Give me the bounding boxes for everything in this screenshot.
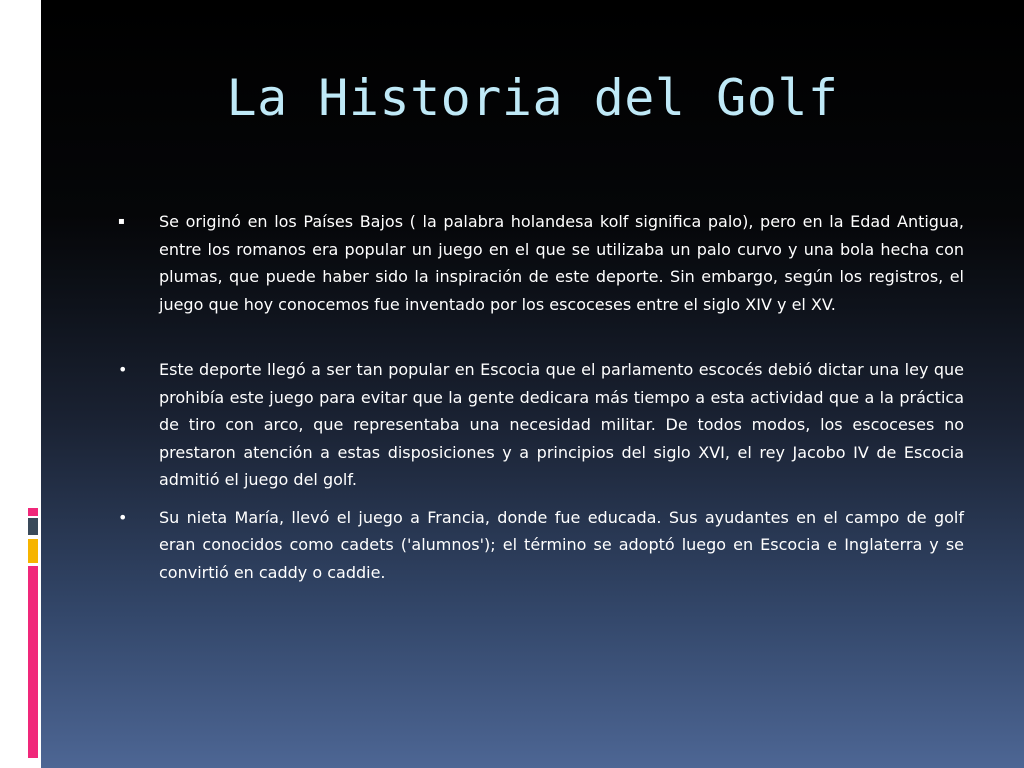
bullet-text: Se originó en los Países Bajos ( la palabra holandesa kolf significa palo), pero en la Edad Antigua, entre los romanos era popular un juego en el que se utilizaba un palo curvo y una bola hecha con plumas, que puede haber sido la inspiración de este deporte. Sin embargo, según los registros, el juego que hoy conocemos fue inventado por los escoceses entre el siglo XIV y el XV. bbox=[159, 212, 964, 314]
slide-title: La Historia del Golf bbox=[226, 69, 839, 127]
accent-bar-yellow bbox=[28, 539, 38, 563]
bullet-item bbox=[118, 504, 964, 587]
round-bullet-icon: • bbox=[118, 360, 128, 379]
accent-bar-pink bbox=[28, 566, 38, 758]
bullet-item bbox=[118, 356, 964, 494]
round-bullet-icon: • bbox=[118, 507, 128, 527]
bullet-text: Su nieta María, llevó el juego a Francia, donde fue educada. Sus ayudantes en el campo de golf eran conocidos como cadets ('alumnos'); el término se adoptó luego en Escocia e Inglaterra y se convirtió en caddy o caddie. bbox=[159, 507, 964, 582]
square-bullet-icon: ▪ bbox=[118, 216, 125, 227]
accent-bar-dark bbox=[28, 518, 38, 535]
bullet-item bbox=[118, 208, 964, 318]
bullet-text: Este deporte llegó a ser tan popular en Escocia que el parlamento escocés debió dictar una ley que prohibía este juego para evitar que la gente dedicara más tiempo a esta actividad que a la práctica de tiro con arco, que representaba una necesidad militar. De todos modos, los escoceses no prestaron atención a estas disposiciones y a principios del siglo XVI, el rey Jacobo IV de Escocia admitió el juego del golf. bbox=[159, 360, 964, 489]
bullet-list bbox=[118, 208, 964, 586]
accent-bar-top bbox=[28, 508, 38, 516]
